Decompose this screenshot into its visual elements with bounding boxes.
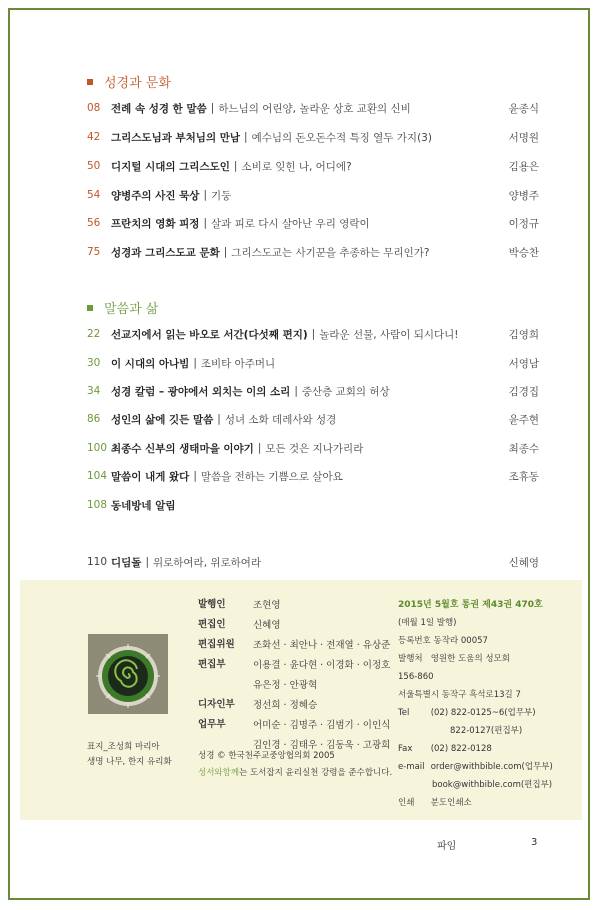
toc-page: 30 [87, 357, 101, 369]
toc-series: 성경과 그리스도교 문화 [111, 246, 220, 259]
staff-list [198, 596, 390, 756]
toc-page: 42 [87, 131, 101, 143]
toc-item[interactable] [87, 99, 539, 117]
toc-title: 살과 피로 다시 살아난 우리 영락이 [211, 217, 370, 230]
toc-series: 성인의 삶에 깃든 말씀 [111, 413, 214, 426]
toc-item[interactable] [87, 439, 539, 457]
toc-author: 서영남 [508, 357, 539, 370]
toc-title: 예수님의 돈오돈수적 특징 열두 가지(3) [251, 131, 432, 144]
email-link[interactable]: order@withbible.com(업무부) [430, 762, 553, 772]
toc-separator: | [203, 217, 208, 229]
toc-separator: | [145, 556, 149, 568]
colophon-box [20, 580, 582, 820]
staff-row: 편집위원 조화선 · 최안나 · 전재열 · 유상준 [198, 639, 391, 651]
toc-series: 동네방네 알림 [111, 499, 176, 512]
toc-separator: | [257, 442, 262, 454]
toc-item[interactable] [87, 128, 539, 146]
toc-separator: | [193, 470, 197, 482]
toc-title: 성녀 소화 데레사와 성경 [224, 413, 337, 426]
cover-artwork-image [88, 634, 168, 714]
toc-author: 조휴동 [508, 470, 539, 483]
toc-title: 조비타 아주머니 [200, 357, 276, 370]
toc-title: 말씀을 전하는 기쁨으로 살아요 [200, 470, 343, 483]
toc-series: 디딤돌 [111, 556, 142, 569]
toc-author: 김경집 [508, 385, 539, 398]
toc-separator: | [311, 328, 316, 340]
toc-title: 중산층 교회의 허상 [301, 385, 390, 398]
toc-item[interactable] [87, 157, 539, 175]
section-bullet-icon [87, 305, 93, 311]
toc-author: 윤종식 [508, 102, 539, 115]
toc-page: 56 [87, 217, 101, 229]
toc-page: 34 [87, 385, 101, 397]
staff-row: 디자인부 정선희 · 정혜승 [198, 699, 318, 711]
toc-author: 박승찬 [508, 246, 539, 259]
toc-item[interactable] [87, 243, 539, 261]
email-link[interactable]: book@withbible.com(편집부) [432, 780, 553, 790]
toc-series: 최종수 신부의 생태마을 이야기 [111, 442, 254, 455]
toc-separator: | [223, 246, 228, 258]
toc-title: 소비로 잊힌 나, 어디에? [241, 160, 352, 173]
toc-series: 말씀이 내게 왔다 [111, 470, 190, 483]
toc-separator: | [294, 385, 298, 397]
toc-separator: | [233, 160, 238, 172]
staff-row: 발행인 조현영 [198, 599, 281, 611]
toc-series: 프란치의 영화 피정 [111, 217, 200, 230]
toc-item[interactable] [87, 382, 539, 400]
toc-title: 놀라운 선물, 사람이 되시다니! [319, 328, 459, 341]
toc-page: 75 [87, 246, 101, 258]
toc-page: 100 [87, 442, 108, 454]
toc-author: 윤주현 [508, 413, 539, 426]
staff-row: 편집인 신혜영 [198, 619, 281, 631]
toc-page: 110 [87, 556, 108, 568]
cover-caption: 표지_조성희 마리아 생명 나무, 한지 유리화 [87, 742, 172, 767]
toc-page: 50 [87, 160, 101, 172]
section-heading-life: 말씀과 삶 [87, 298, 158, 317]
toc-item[interactable] [87, 214, 539, 232]
ethics-brand: 성서와함께 [198, 768, 240, 778]
toc-title: 기둥 [211, 189, 232, 202]
toc-item[interactable] [87, 496, 539, 514]
toc-series: 이 시대의 아나빔 [111, 357, 190, 370]
toc-series: 양병주의 사진 묵상 [111, 189, 200, 202]
toc-author: 최종수 [508, 442, 539, 455]
toc-item[interactable] [87, 467, 539, 485]
toc-page: 104 [87, 470, 108, 482]
toc-title: 위로하여라, 위로하여라 [152, 556, 262, 569]
staff-row: 업무부 어미순 · 김명주 · 김범기 · 이인식 김인경 · 김태우 · 김동욱 · 고광희 [198, 719, 391, 751]
toc-author: 서명원 [508, 131, 539, 144]
toc-page: 22 [87, 328, 101, 340]
toc-separator: | [210, 102, 215, 114]
toc-title: 하느님의 어린양, 놀라운 상호 교환의 신비 [218, 102, 411, 115]
toc-separator: | [244, 131, 248, 143]
toc-author: 이정규 [508, 217, 539, 230]
toc-page: 54 [87, 189, 101, 201]
toc-author: 양병주 [508, 189, 539, 202]
toc-series: 그리스도님과 부처님의 만남 [111, 131, 241, 144]
toc-author: 신혜영 [508, 556, 539, 569]
toc-series: 선교지에서 읽는 바오로 서간(다섯째 편지) [111, 328, 308, 341]
footer-magazine-name: 파임 [437, 841, 457, 852]
toc-separator: | [203, 189, 208, 201]
toc-item[interactable] [87, 186, 539, 204]
staff-row: 편집부 이용결 · 윤다현 · 이경화 · 이정호 유은정 · 안광혁 [198, 659, 391, 691]
toc-author: 김용은 [508, 160, 539, 173]
toc-page: 86 [87, 413, 101, 425]
toc-item[interactable] [87, 325, 539, 343]
toc-author: 김영희 [508, 328, 539, 341]
toc-separator: | [217, 413, 221, 425]
section-heading-culture: 성경과 문화 [87, 72, 171, 91]
toc-series: 성경 칼럼 – 광야에서 외치는 이의 소리 [111, 385, 291, 398]
toc-item[interactable] [87, 553, 539, 571]
toc-separator: | [193, 357, 197, 369]
issue-info: 2015년 5월호 통권 제43권 470호 [398, 600, 543, 610]
toc-title: 모든 것은 지나가리라 [265, 442, 364, 455]
toc-page: 08 [87, 102, 101, 114]
toc-series: 전례 속 성경 한 말씀 [111, 102, 207, 115]
copyright-notice: 성경 © 한국천주교중앙협의회 2005 성서와함께는 도서잡지 윤리실천 강령을 준수합니다. [198, 751, 393, 778]
page-number: 3 [531, 837, 538, 848]
toc-item[interactable] [87, 354, 539, 372]
toc-title: 그리스도교는 사기꾼을 추종하는 무리인가? [231, 246, 430, 259]
toc-series: 디지털 시대의 그리스도인 [111, 160, 230, 173]
publication-info: 2015년 5월호 통권 제43권 470호 (매월 1일 발행) 등록번호 동작라 00057 발행처 영원한 도움의 성모회 156-860 서울특별시 동작구 흑석로13길 7 Tel (02) 822-0125~6(업무부) 822-0127(편집부) Fax (02) 822-0128 e-mail order@withbible.com(업무부) book@withbible.com(편집부) 인쇄 분도인쇄소 [398, 596, 553, 812]
toc-item[interactable] [87, 410, 539, 428]
section-bullet-icon [87, 79, 93, 85]
toc-page: 108 [87, 499, 108, 511]
